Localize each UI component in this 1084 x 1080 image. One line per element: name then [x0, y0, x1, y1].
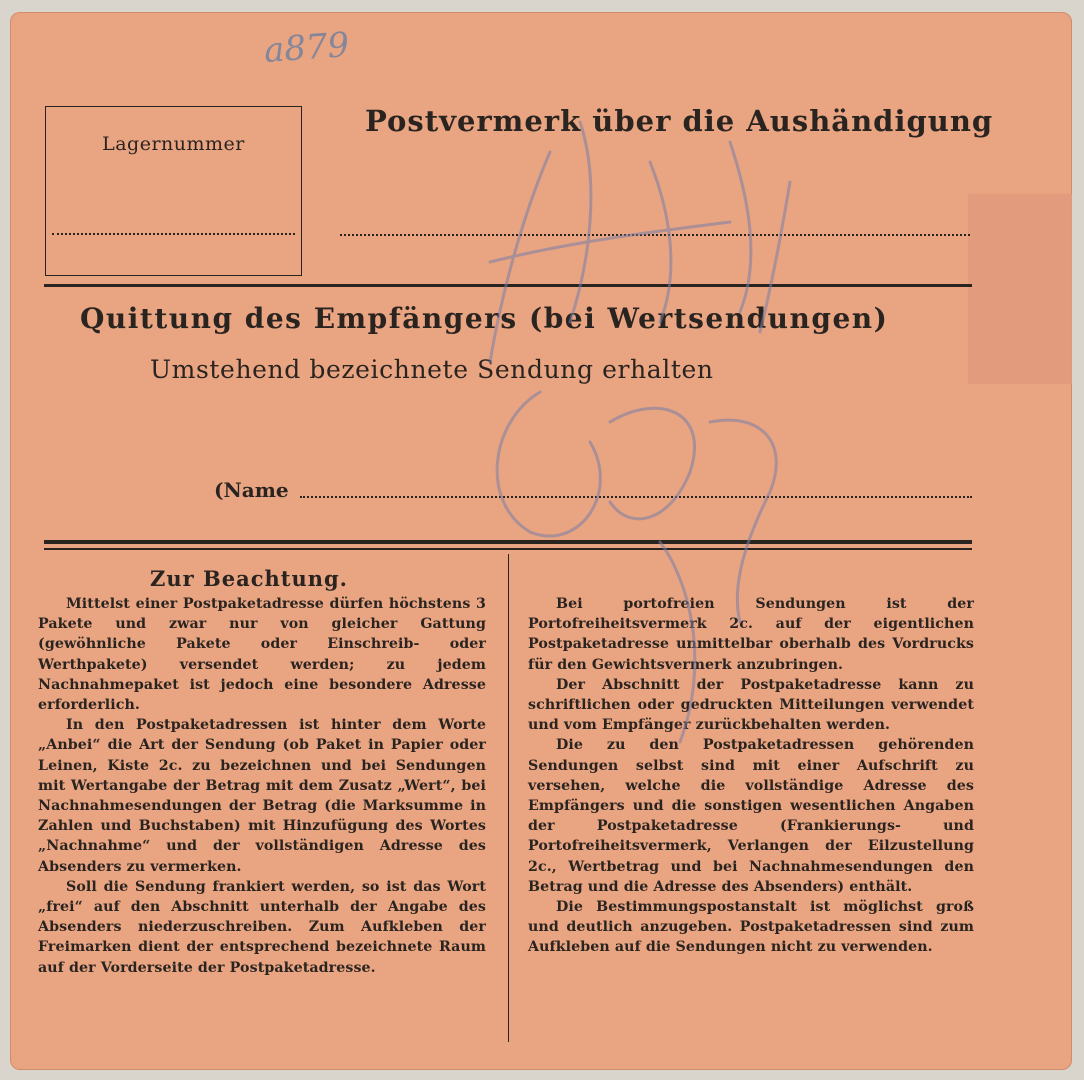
storage-number-box: [45, 106, 302, 276]
discoloration-patch: [968, 194, 1072, 384]
notes-left-column: [38, 594, 486, 978]
column-divider: [508, 554, 509, 1042]
double-rule-thick: [44, 540, 972, 544]
notes-paragraph: Mittelst einer Postpaketadresse dürfen höchstens 3 Pakete und zwar nur von gleicher Gattung (gewöhnliche Pakete oder Einschreib- oder Werthpakete) versendet werden; zu jedem Nachnahmepaket ist jedoch eine besondere Adresse erforderlich.: [38, 596, 486, 714]
divider-rule: [44, 284, 972, 287]
pencil-note: a879: [262, 25, 351, 71]
storage-number-line: [52, 233, 295, 235]
notes-paragraph: Bei portofreien Sendungen ist der Portofreiheitsvermerk 2c. auf der eigentlichen Postpaketadresse unmittelbar oberhalb des Vordrucks für den Gewichtsvermerk anzubringen.: [528, 596, 974, 673]
double-rule-thin: [44, 548, 972, 550]
name-label: (Name: [214, 478, 289, 502]
parcel-card-back: [10, 12, 1072, 1070]
notes-paragraph: Die zu den Postpaketadressen gehörenden Sendungen selbst sind mit einer Aufschrift zu versehen, welche die vollständige Adresse des Empfängers und die sonstigen wesentlichen Angaben der Postpaketadresse (Frankierungs- und Portofreiheitsvermerk, Verlangen der Eilzustellung 2c., Wertbetrag und bei Nachnahmesendungen den Betrag und die Adresse des Absenders) enthält.: [528, 737, 974, 895]
notes-paragraph: Der Abschnitt der Postpaketadresse kann zu schriftlichen oder gedruckten Mitteilungen verwendet und vom Empfänger zurückbehalten werden.: [528, 676, 974, 734]
notes-paragraph: In den Postpaketadressen ist hinter dem Worte „Anbei“ die Art der Sendung (ob Paket in Papier oder Leinen, Kiste 2c. zu bezeichnen und bei Sendungen mit Wertangabe der Betrag mit dem Zusatz „Wert“, bei Nachnahmesendungen der Betrag (die Marksumme in Zahlen und Buchstaben) mit Hinzufügung des Wortes „Nachnahme“ und der vollständigen Adresse des Absenders zu vermerken.: [38, 717, 486, 875]
delivery-note-line: [340, 234, 970, 236]
storage-number-label: Lagernummer: [102, 133, 245, 155]
notes-right-column: [528, 594, 974, 958]
notes-heading: Zur Beachtung.: [150, 566, 348, 591]
delivery-note-title: Postvermerk über die Aushändigung: [365, 104, 994, 138]
name-line: [300, 496, 972, 498]
notes-paragraph: Soll die Sendung frankiert werden, so ist das Wort „frei“ auf den Abschnitt unterhalb der Angabe des Absenders niederzuschreiben. Zum Aufkleben der Freimarken dient der entsprechend bezeichnete Raum auf der Vorderseite der Postpaketadresse.: [38, 878, 486, 976]
receipt-subtitle: Umstehend bezeichnete Sendung erhalten: [150, 355, 714, 384]
notes-paragraph: Die Bestimmungspostanstalt ist möglichst groß und deutlich anzugeben. Postpaketadressen sind zum Aufkleben auf die Sendungen nicht zu verwenden.: [528, 899, 974, 956]
receipt-title: Quittung des Empfängers (bei Wertsendungen): [80, 302, 889, 335]
